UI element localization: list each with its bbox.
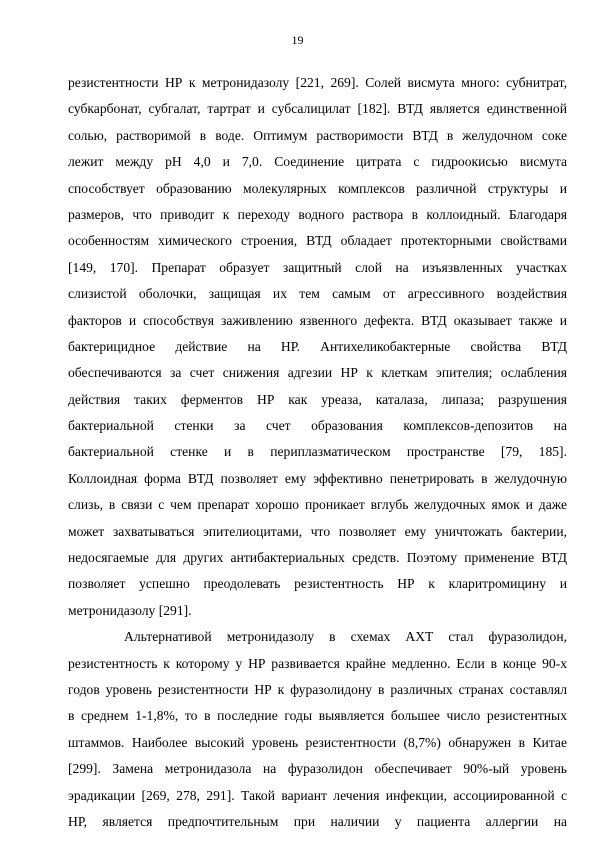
text-line: бактерицидное действие на НР. Антихеликобактерные свойства ВТД: [68, 338, 567, 354]
text-line: Альтернативой метронидазолу в схемах АХТ стал фуразолидон,: [124, 629, 567, 645]
text-line: в среднем 1-1,8%, то в последние годы выявляется большее число резистентных: [68, 708, 567, 724]
text-line: факторов и способствуя заживлению язвенного дефекта. ВТД оказывает также и: [68, 312, 567, 328]
text-line: [149, 170]. Препарат образует защитный слой на изъязвленных участках: [68, 259, 567, 275]
text-line: может захватываться эпителиоцитами, что позволяет ему уничтожать бактерии,: [68, 523, 567, 539]
text-line: позволяет успешно преодолевать резистентность НР к кларитромицину и: [68, 576, 567, 592]
text-line: резистентности НР к метронидазолу [221, 269]. Солей висмута много: субнитрат,: [68, 75, 567, 90]
text-line: размеров, что приводит к переходу водного раствора в коллоидный. Благодаря: [68, 206, 567, 222]
text-line: способствует образованию молекулярных комплексов различной структуры и: [68, 180, 567, 196]
text-line: эрадикации [269, 278, 291]. Такой вариант лечения инфекции, ассоциированной с: [68, 787, 567, 803]
text-line: штаммов. Наиболее высокий уровень резистентности (8,7%) обнаружен в Китае: [68, 734, 567, 750]
text-line: резистентность к которому у НР развивается крайне медленно. Если в конце 90-х: [68, 655, 567, 671]
text-line: субкарбонат, субгалат, тартрат и субсалицилат [182]. ВТД является единственной: [68, 101, 567, 117]
text-line: НР, является предпочтительным при наличии у пациента аллергии на: [68, 813, 567, 829]
text-line: особенностям химического строения, ВТД обладает протекторными свойствами: [68, 233, 567, 249]
text-line: годов уровень резистентности НР к фуразолидону в различных странах составлял: [68, 681, 567, 697]
text-line: солью, растворимой в воде. Оптимум растворимости ВТД в желудочном соке: [68, 127, 567, 143]
text-line: лежит между рН 4,0 и 7,0. Соединение цитрата с гидроокисью висмута: [68, 154, 567, 170]
text-line: метронидазолу [291].: [68, 602, 192, 618]
text-line: слизистой оболочки, защищая их тем самым от агрессивного воздействия: [68, 286, 567, 302]
text-line: обеспечиваются за счет снижения адгезии НР к клеткам эпителия; ослабления: [68, 365, 567, 381]
text-line: [299]. Замена метронидазола на фуразолидон обеспечивает 90%-ый уровень: [68, 761, 567, 777]
text-line: бактериальной стенке и в периплазматическом пространстве [79, 185].: [68, 444, 567, 460]
body-text: [68, 70, 567, 835]
text-line: слизь, в связи с чем препарат хорошо проникает вглубь желудочных ямок и даже: [68, 497, 567, 513]
page-number: 19: [291, 33, 304, 47]
text-line: Коллоидная форма ВТД позволяет ему эффективно пенетрировать в желудочную: [68, 470, 567, 486]
text-line: недосягаемые для других антибактериальных средств. Поэтому применение ВТД: [68, 550, 567, 566]
text-line: бактериальной стенки за счет образования комплексов-депозитов на: [68, 418, 567, 434]
text-line: действия таких ферментов НР как уреаза, каталаза, липаза; разрушения: [68, 391, 567, 407]
